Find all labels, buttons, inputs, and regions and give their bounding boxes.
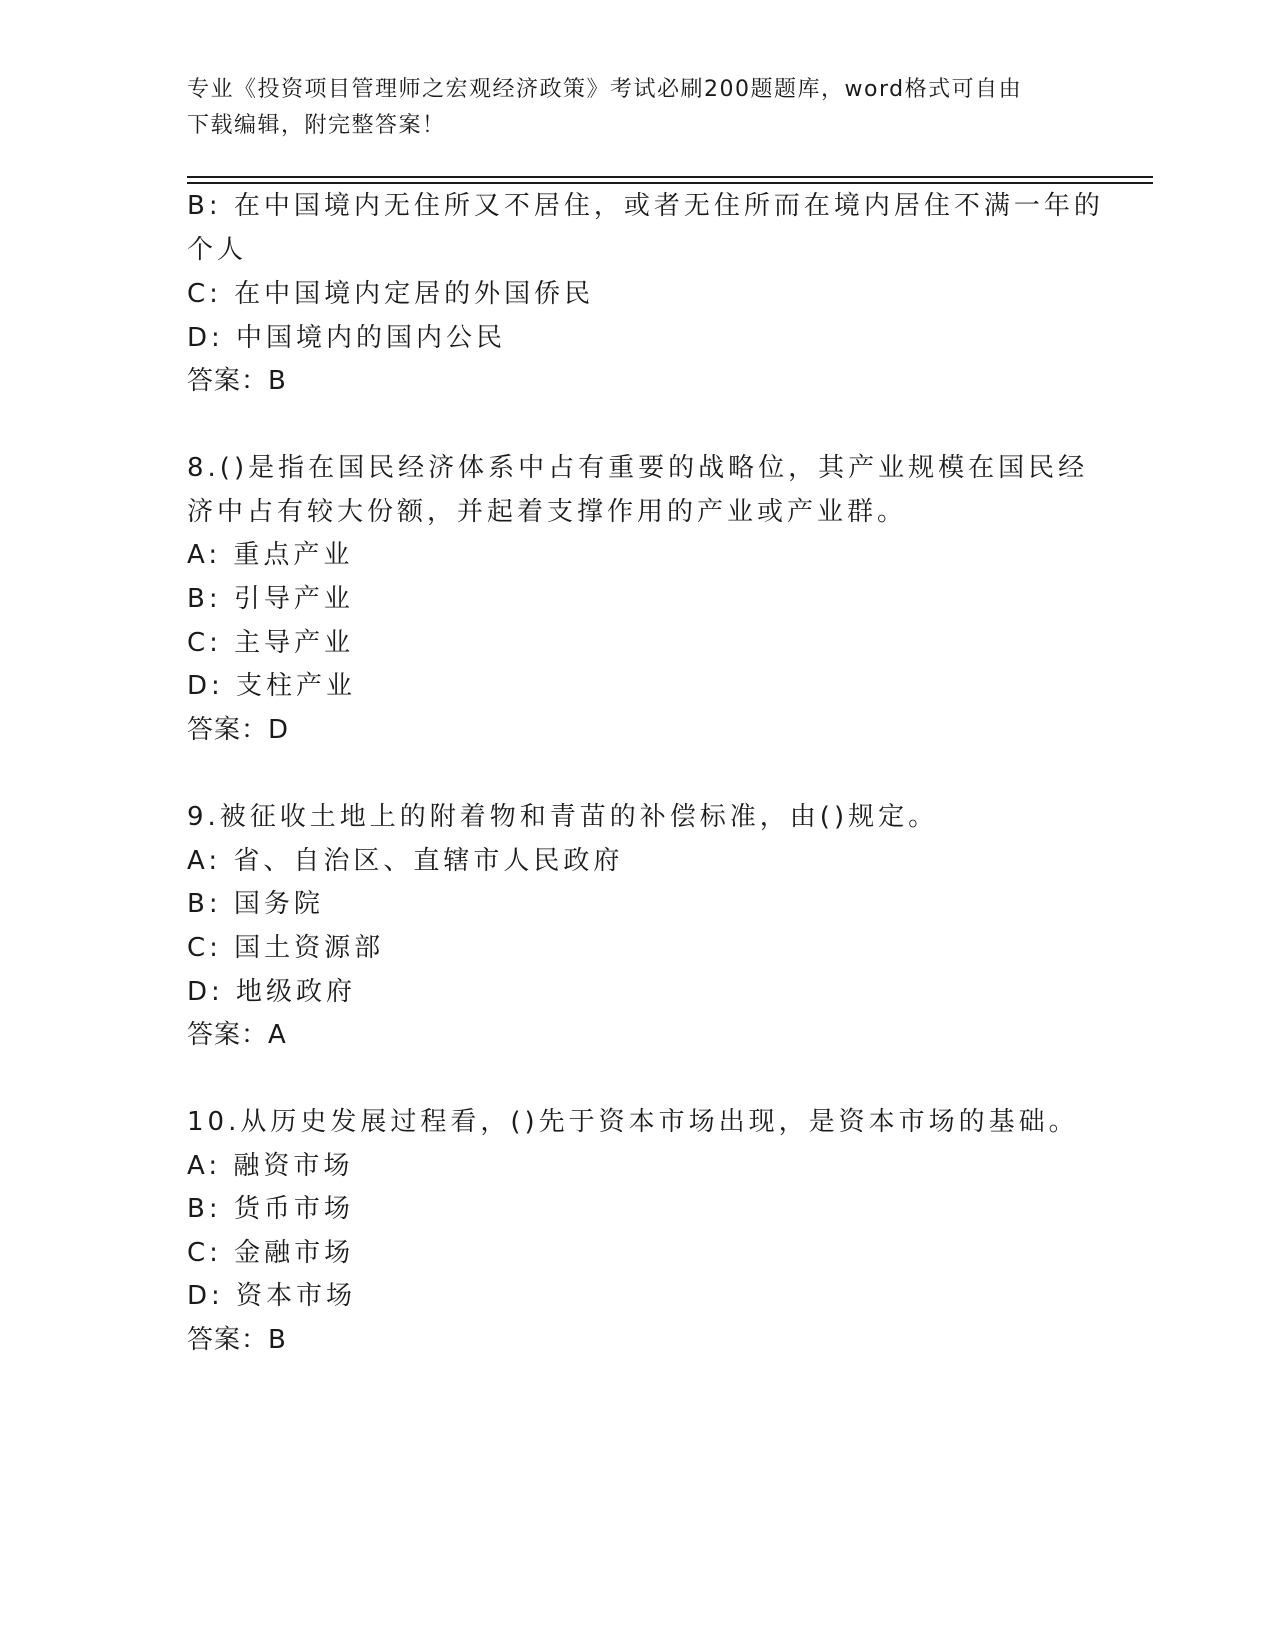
q7-option-b-line-2: 个人 [187, 235, 248, 265]
q8-option-a: A: 重点产业 [187, 540, 354, 570]
q7-option-b-line-1: B: 在中国境内无住所又不居住，或者无住所而在境内居住不满一年的 [187, 191, 1104, 221]
header-divider-top [187, 176, 1153, 178]
q10-option-a: A: 融资市场 [187, 1151, 354, 1181]
q10-option-c: C: 金融市场 [187, 1238, 355, 1268]
q8-stem-line-2: 济中占有较大份额，并起着支撑作用的产业或产业群。 [187, 497, 908, 527]
header-divider-bottom [187, 182, 1153, 184]
q9-stem: 9.被征收土地上的附着物和青苗的补偿标准，由()规定。 [187, 802, 939, 832]
q10-option-d: D: 资本市场 [187, 1281, 357, 1311]
q9-option-b: B: 国务院 [187, 889, 324, 919]
q7-option-c: C: 在中国境内定居的外国侨民 [187, 279, 595, 309]
header-line-1: 专业《投资项目管理师之宏观经济政策》考试必刷200题题库，word格式可自由 [187, 77, 1023, 102]
q8-answer: 答案：D [187, 715, 290, 745]
q8-option-b: B: 引导产业 [187, 584, 354, 614]
q7-option-d: D: 中国境内的国内公民 [187, 323, 507, 353]
q7-answer: 答案：B [187, 366, 287, 396]
header-line-2: 下载编辑，附完整答案！ [187, 113, 446, 138]
q9-answer: 答案：A [187, 1020, 287, 1050]
q9-option-a: A: 省、自治区、直辖市人民政府 [187, 846, 624, 876]
document-header [187, 72, 1067, 144]
q10-answer: 答案：B [187, 1325, 287, 1355]
q8-option-c: C: 主导产业 [187, 628, 355, 658]
q10-option-b: B: 货币市场 [187, 1194, 354, 1224]
q10-stem: 10.从历史发展过程看，()先于资本市场出现，是资本市场的基础。 [187, 1107, 1079, 1137]
q9-option-c: C: 国土资源部 [187, 933, 385, 963]
q8-option-d: D: 支柱产业 [187, 671, 357, 701]
q8-stem-line-1: 8.()是指在国民经济体系中占有重要的战略位，其产业规模在国民经 [187, 453, 1089, 483]
q9-option-d: D: 地级政府 [187, 977, 357, 1007]
